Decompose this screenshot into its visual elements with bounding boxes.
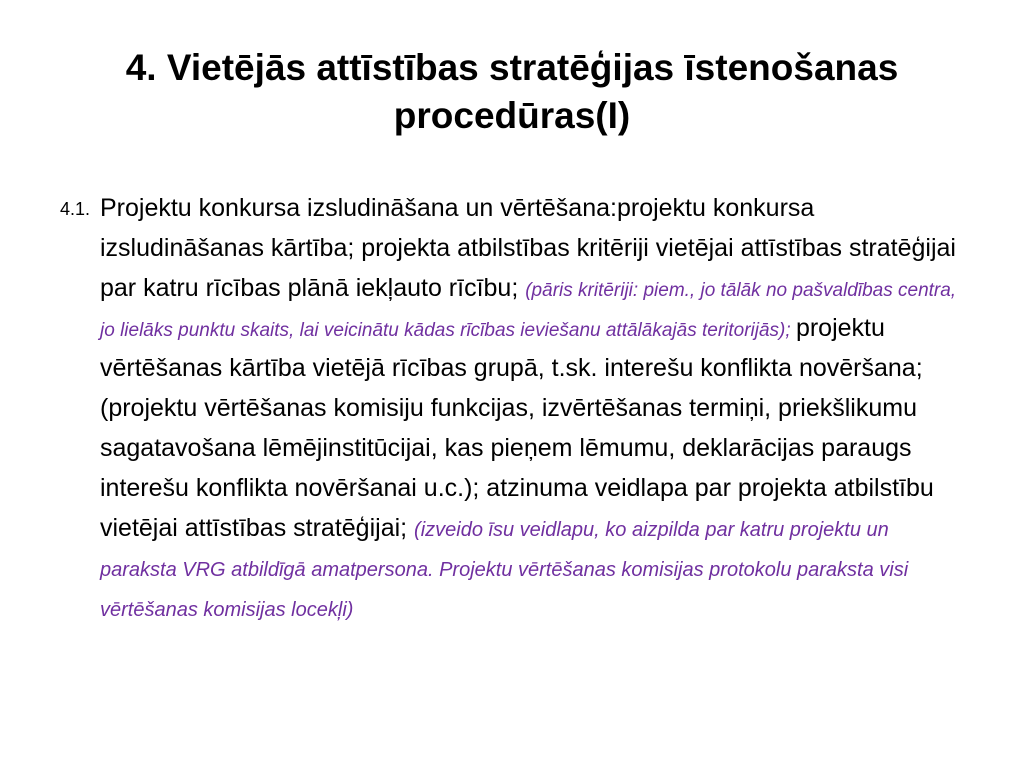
item-text-part1: Projektu konkursa izsludināšana un vērtēšana:projektu konkursa izsludināšanas kārtība; projekta atbilstības kritēriji vietējai attīstības stratēģijai par katru rīcības plānā iekļauto rīcību; [100, 194, 956, 302]
item-number: 4.1. [60, 199, 91, 219]
slide-title: 4. Vietējās attīstības stratēģijas īstenošanas procedūras(I) [125, 47, 899, 136]
list-item [60, 188, 960, 628]
item-text-part2: projektu vērtēšanas kārtība vietējā rīcības grupā, t.sk. interešu konflikta novēršana; (projektu vērtēšanas komisiju funkcijas, izvērtēšanas termiņi, priekšlikumu sagatavošana lēmējinstitūcijai, kas pieņem lēmumu, deklarācijas paraugs interešu konflikta novēršanai u.c.); atzinuma veidlapa par projekta atbilstību vietējai attīstības stratēģijai; [100, 314, 934, 542]
slide-body [60, 188, 960, 628]
item-note-form: (izveido īsu veidlapu, ko aizpilda par katru projektu un paraksta VRG atbildīgā amatpersona. Projektu vērtēšanas komisijas protokolu paraksta visi vērtēšanas komisijas locekļi) [100, 519, 909, 621]
item-note-criteria: (pāris kritēriji: piem., jo tālāk no pašvaldības centra, jo lielāks punktu skaits, lai veicinātu kādas rīcības ieviešanu attālākajās teritorijās); [100, 280, 957, 341]
